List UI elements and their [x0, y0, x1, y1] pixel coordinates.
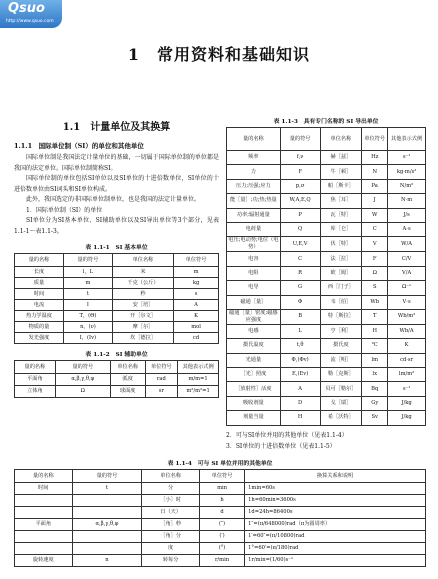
- table-cell: 西［门子］: [320, 281, 362, 295]
- table-cell: 电压;电动势;电位（电势）: [228, 237, 279, 251]
- table-cell: 1″=(π/648000)rad（π为圆周率）: [245, 519, 426, 531]
- table-row: [227, 281, 426, 295]
- table-cell: s⁻¹: [388, 151, 426, 165]
- table-cell: Φ,(Φv): [280, 353, 320, 367]
- table-cell: 弧度: [110, 374, 145, 386]
- table-cell: (″): [199, 519, 244, 531]
- table-cell: 瓦［特］: [320, 208, 362, 222]
- table-cell: kg: [174, 278, 219, 289]
- table-cell: kg·m/s²: [388, 165, 426, 179]
- left-column: [14, 118, 219, 398]
- table-cell: l，L: [63, 267, 112, 278]
- table-cell: 1d=24h=86400s: [245, 507, 426, 519]
- table-cell: cd·sr: [388, 353, 426, 367]
- table-row: [227, 339, 426, 353]
- table-header: 单位符号: [362, 128, 388, 151]
- table-header: 单位名称: [112, 254, 173, 267]
- table-cell: Ω⁻¹: [388, 281, 426, 295]
- table-cell: lx: [362, 368, 388, 382]
- table-cell: K: [388, 339, 426, 353]
- table-cell: S: [362, 281, 388, 295]
- table-cell: J/kg: [388, 411, 426, 425]
- table-cell: C: [280, 252, 320, 266]
- table-cell: ［放射性］活度: [227, 382, 281, 396]
- table-row: [15, 386, 219, 398]
- table-row: [15, 543, 426, 555]
- table-cell: 功率;辐射通量: [227, 208, 281, 222]
- table-cell: 剂量当量: [227, 411, 281, 425]
- table-cell: 发光强度: [15, 333, 64, 344]
- table-cell: 1°=60′=(π/180)rad: [245, 543, 426, 555]
- table-row: [227, 266, 426, 280]
- table-row: [227, 324, 426, 338]
- table-cell: ［光］照度: [227, 368, 281, 382]
- table-cell: α,β,γ,θ,φ: [72, 519, 142, 531]
- table-row: [15, 374, 219, 386]
- table-row: [15, 311, 219, 322]
- table-header: 量的符号: [55, 361, 110, 374]
- logo-url: http://www.qsuo.com: [6, 19, 54, 24]
- table-cell: T，(Θ): [63, 311, 112, 322]
- table-header: 量的符号: [63, 254, 112, 267]
- table-cell: 电容: [227, 252, 281, 266]
- table4-caption: 表 1.1-4 可与 SI 单位并用的其他单位: [167, 461, 273, 467]
- paragraph: SI单位分为SI基本单位、SI辅助单位以及SI导出单位等3个部分，见表1.1-1～表1.1-3。: [14, 217, 219, 235]
- table-cell: 日（天）: [142, 507, 200, 519]
- table-header: 量的符号: [72, 470, 142, 483]
- table-cell: R: [280, 266, 320, 280]
- table-cell: J/s: [388, 208, 426, 222]
- table-cell: n: [72, 555, 142, 567]
- table-cell: [72, 531, 142, 543]
- table-cell: 吸收剂量: [227, 396, 281, 410]
- table-row: [227, 208, 426, 222]
- table-cell: Wb/A: [388, 324, 426, 338]
- table-cell: 牛［顿］: [320, 165, 362, 179]
- table-cell: 1min=60s: [245, 483, 426, 495]
- table-cell: 电荷量: [227, 222, 281, 236]
- chapter-title: 1 常用资料和基础知识: [127, 45, 311, 64]
- non-si-units-table: [14, 469, 426, 567]
- table-cell: Φ: [280, 295, 320, 309]
- table-header: 量的符号: [280, 128, 320, 151]
- table-row: [15, 267, 219, 278]
- table-cell: P: [280, 208, 320, 222]
- table-cell: mol: [174, 322, 219, 333]
- table-cell: 秒: [112, 289, 173, 300]
- table-cell: 度: [142, 543, 200, 555]
- table-cell: 安［培］: [112, 300, 173, 311]
- table-cell: s: [174, 289, 219, 300]
- note: 3．SI单位的十进倍数单位（见表1.1-5）: [226, 442, 336, 450]
- table-cell: Q: [280, 222, 320, 236]
- table-cell: [15, 495, 73, 507]
- table-row: [227, 252, 426, 266]
- table-cell: 帕［斯卡］: [320, 179, 362, 193]
- table2-caption: 表 1.1-2 SI 辅助单位: [85, 352, 148, 358]
- table-header: 其他表示式例: [178, 361, 219, 374]
- table-cell: Bq: [362, 382, 388, 396]
- table-cell: 时间: [15, 289, 64, 300]
- table-cell: sr: [145, 386, 178, 398]
- table-cell: 希［沃特］: [320, 411, 362, 425]
- table-cell: 热力学温度: [15, 311, 64, 322]
- table-cell: 磁通［量］: [227, 295, 281, 309]
- table-cell: C/V: [388, 252, 426, 266]
- table-row: [15, 300, 219, 311]
- table-cell: d: [199, 507, 244, 519]
- table-cell: A: [280, 382, 320, 396]
- table-cell: 分: [142, 483, 200, 495]
- table-cell: lm: [362, 353, 388, 367]
- table-cell: α,β,γ,θ,φ: [55, 374, 110, 386]
- table-cell: m²/m²=1: [178, 386, 219, 398]
- table-cell: min: [199, 483, 244, 495]
- table-row: [15, 519, 426, 531]
- table-cell: r/min: [199, 555, 244, 567]
- table-cell: A: [174, 300, 219, 311]
- table-cell: 长度: [15, 267, 64, 278]
- table-cell: 球面度: [110, 386, 145, 398]
- table-cell: U,E,V: [280, 237, 320, 252]
- table-header: 量的名称: [15, 361, 56, 374]
- table-cell: 坎［德拉］: [112, 333, 173, 344]
- table-cell: W: [362, 208, 388, 222]
- table-cell: ℃: [362, 339, 388, 353]
- table-row: [15, 322, 219, 333]
- table-cell: 焦［耳］: [320, 194, 362, 208]
- table-cell: Wb: [362, 295, 388, 309]
- table-cell: T: [362, 309, 388, 324]
- table-cell: 电导: [227, 281, 281, 295]
- table-cell: h: [199, 495, 244, 507]
- table-header: 量的名称: [15, 254, 64, 267]
- table-row: [227, 222, 426, 236]
- table-cell: 旋转速度: [15, 555, 73, 567]
- table-row: [15, 333, 219, 344]
- table-cell: [15, 531, 73, 543]
- section-title: 1.1 计量单位及其换算: [62, 122, 171, 133]
- si-supplementary-units-table: [14, 360, 219, 398]
- paragraph: 此外，我国选定的非国际单位制单位，也是我国的法定计量单位。: [26, 196, 201, 203]
- table-cell: 勒［克斯］: [320, 368, 362, 382]
- table-cell: E,(Ev): [280, 368, 320, 382]
- table-cell: 库［仑］: [320, 222, 362, 236]
- table-cell: 压力;压强;应力: [227, 179, 281, 193]
- table-cell: 摩［尔］: [112, 322, 173, 333]
- table-cell: ［角］分: [142, 531, 200, 543]
- table-cell: m/m=1: [178, 374, 219, 386]
- table-cell: cd: [174, 333, 219, 344]
- right-column: [226, 116, 426, 452]
- table-cell: 摄氏温度: [227, 339, 281, 353]
- table-header: 其他表示式例: [388, 128, 426, 151]
- table-row: [15, 483, 426, 495]
- table-cell: m: [174, 267, 219, 278]
- table-cell: J/kg: [388, 396, 426, 410]
- table-cell: 伏［特］: [320, 237, 362, 252]
- table-cell: L: [280, 324, 320, 338]
- table-cell: [72, 495, 142, 507]
- table-row: [15, 495, 426, 507]
- table-cell: 能［量］;功;热;热量: [227, 194, 281, 208]
- table-cell: ［角］秒: [142, 519, 200, 531]
- table-row: [227, 382, 426, 396]
- table-cell: I: [63, 300, 112, 311]
- note: 2．可与SI单位并用的其他单位（见表1.1-4）: [226, 431, 348, 439]
- table-cell: N: [362, 165, 388, 179]
- table-cell: 电阻: [227, 266, 281, 280]
- table-cell: 1h=60min=3600s: [245, 495, 426, 507]
- table-cell: 电感: [227, 324, 281, 338]
- table-cell: Sv: [362, 411, 388, 425]
- table-row: [227, 194, 426, 208]
- paragraph: 1．国际单位制（SI）的单位: [26, 206, 103, 214]
- table-cell: 电流: [15, 300, 64, 311]
- table-row: [227, 237, 426, 252]
- table-row: [15, 289, 219, 300]
- table-header: 单位符号: [199, 470, 244, 483]
- bottom-table-block: [14, 458, 426, 567]
- table-cell: F: [280, 165, 320, 179]
- table-cell: Gy: [362, 396, 388, 410]
- table-cell: N/m²: [388, 179, 426, 193]
- table-header: 单位名称: [110, 361, 145, 374]
- table-row: [227, 151, 426, 165]
- table-cell: lm/m²: [388, 368, 426, 382]
- table-cell: [72, 543, 142, 555]
- table-row: [15, 507, 426, 519]
- table-cell: 平面角: [15, 519, 73, 531]
- table-cell: W/A: [388, 237, 426, 252]
- table-cell: 法［拉］: [320, 252, 362, 266]
- table-row: [15, 531, 426, 543]
- paragraph: 国际单位制是我国法定计量单位的基础，一切属于国际单位制的单位都是我国的法定单位。国际单位制简称SI。: [14, 154, 219, 172]
- table-cell: 立体角: [15, 386, 56, 398]
- table-cell: N·m: [388, 194, 426, 208]
- table-cell: 戈［瑞］: [320, 396, 362, 410]
- table-cell: 质量: [15, 278, 64, 289]
- logo-brand: Qsuo: [8, 1, 45, 16]
- table-cell: 1r/min=(1/60)s⁻¹: [245, 555, 426, 567]
- table-header: 换算关系和说明: [245, 470, 426, 483]
- table-header: 单位符号: [174, 254, 219, 267]
- table-cell: D: [280, 396, 320, 410]
- table-cell: p,σ: [280, 179, 320, 193]
- table-cell: A·s: [388, 222, 426, 236]
- table-cell: m: [63, 278, 112, 289]
- table-cell: (°): [199, 543, 244, 555]
- table-header: 量的名称: [227, 128, 281, 151]
- table-cell: 磁通［量］密度;磁感应强度: [227, 309, 281, 324]
- table-cell: H: [362, 324, 388, 338]
- table-cell: K: [174, 311, 219, 322]
- table-row: [227, 411, 426, 425]
- table-row: [227, 309, 426, 324]
- table-cell: G: [280, 281, 320, 295]
- table-header: 量的名称: [15, 470, 73, 483]
- table-cell: rad: [145, 374, 178, 386]
- table-cell: 流［明］: [320, 353, 362, 367]
- table-cell: [15, 543, 73, 555]
- table-cell: Pa: [362, 179, 388, 193]
- table-cell: 时间: [15, 483, 73, 495]
- table-cell: t: [63, 289, 112, 300]
- subsection-title: 1.1.1 国际单位制（SI）的单位和其他单位: [14, 142, 144, 150]
- table3-caption: 表 1.1-3 具有专门名称的 SI 导出单位: [273, 119, 379, 125]
- table-cell: 亨［利］: [320, 324, 362, 338]
- table-cell: 光通量: [227, 353, 281, 367]
- table-cell: [72, 507, 142, 519]
- table-row: [227, 368, 426, 382]
- table-header: 单位名称: [320, 128, 362, 151]
- table-cell: [15, 507, 73, 519]
- table-cell: 转每分: [142, 555, 200, 567]
- table-row: [227, 353, 426, 367]
- si-base-units-table: [14, 253, 219, 344]
- table-cell: f,ν: [280, 151, 320, 165]
- table-cell: 开［尔文］: [112, 311, 173, 322]
- table-header: 单位符号: [145, 361, 178, 374]
- table-cell: Ω: [362, 266, 388, 280]
- table-cell: n，(ν): [63, 322, 112, 333]
- table-cell: V·s: [388, 295, 426, 309]
- table-cell: (′): [199, 531, 244, 543]
- table-cell: Wb/m²: [388, 309, 426, 324]
- table-cell: H: [280, 411, 320, 425]
- table-cell: 贝可［勒尔］: [320, 382, 362, 396]
- table-cell: 物质的量: [15, 322, 64, 333]
- table-cell: 1′=60″=(π/10800)rad: [245, 531, 426, 543]
- table-cell: t,θ: [280, 339, 320, 353]
- site-logo: [0, 0, 62, 28]
- table-cell: s⁻¹: [388, 382, 426, 396]
- table-cell: Hz: [362, 151, 388, 165]
- table-cell: t: [72, 483, 142, 495]
- table-cell: B: [280, 309, 320, 324]
- table-cell: 赫［兹］: [320, 151, 362, 165]
- table-cell: 频率: [227, 151, 281, 165]
- table-row: [227, 179, 426, 193]
- table-cell: ［小］时: [142, 495, 200, 507]
- table-cell: 欧［姆］: [320, 266, 362, 280]
- table-cell: 千克（公斤）: [112, 278, 173, 289]
- table-row: [15, 555, 426, 567]
- table-cell: W,A,E,Q: [280, 194, 320, 208]
- table-cell: Ω: [55, 386, 110, 398]
- table-cell: J: [362, 194, 388, 208]
- table-cell: I，(Iv): [63, 333, 112, 344]
- table-row: [15, 278, 219, 289]
- table-cell: 米: [112, 267, 173, 278]
- table-cell: V: [362, 237, 388, 252]
- table-cell: 平面角: [15, 374, 56, 386]
- table-cell: 力: [227, 165, 281, 179]
- paragraph: 国际单位制的单位包括SI单位以及SI单位的十进倍数单位，SI单位的十进倍数单位由SI词头和SI单位构成。: [14, 175, 219, 193]
- table-cell: 特［斯拉］: [320, 309, 362, 324]
- table-header: 单位名称: [142, 470, 200, 483]
- table-cell: 摄氏度: [320, 339, 362, 353]
- si-derived-units-table: [226, 127, 426, 426]
- table-row: [227, 396, 426, 410]
- table-row: [227, 165, 426, 179]
- table-cell: 韦［伯］: [320, 295, 362, 309]
- table1-caption: 表 1.1-1 SI 基本单位: [85, 245, 148, 251]
- table-cell: F: [362, 252, 388, 266]
- table-cell: V/A: [388, 266, 426, 280]
- table-row: [227, 295, 426, 309]
- table-cell: C: [362, 222, 388, 236]
